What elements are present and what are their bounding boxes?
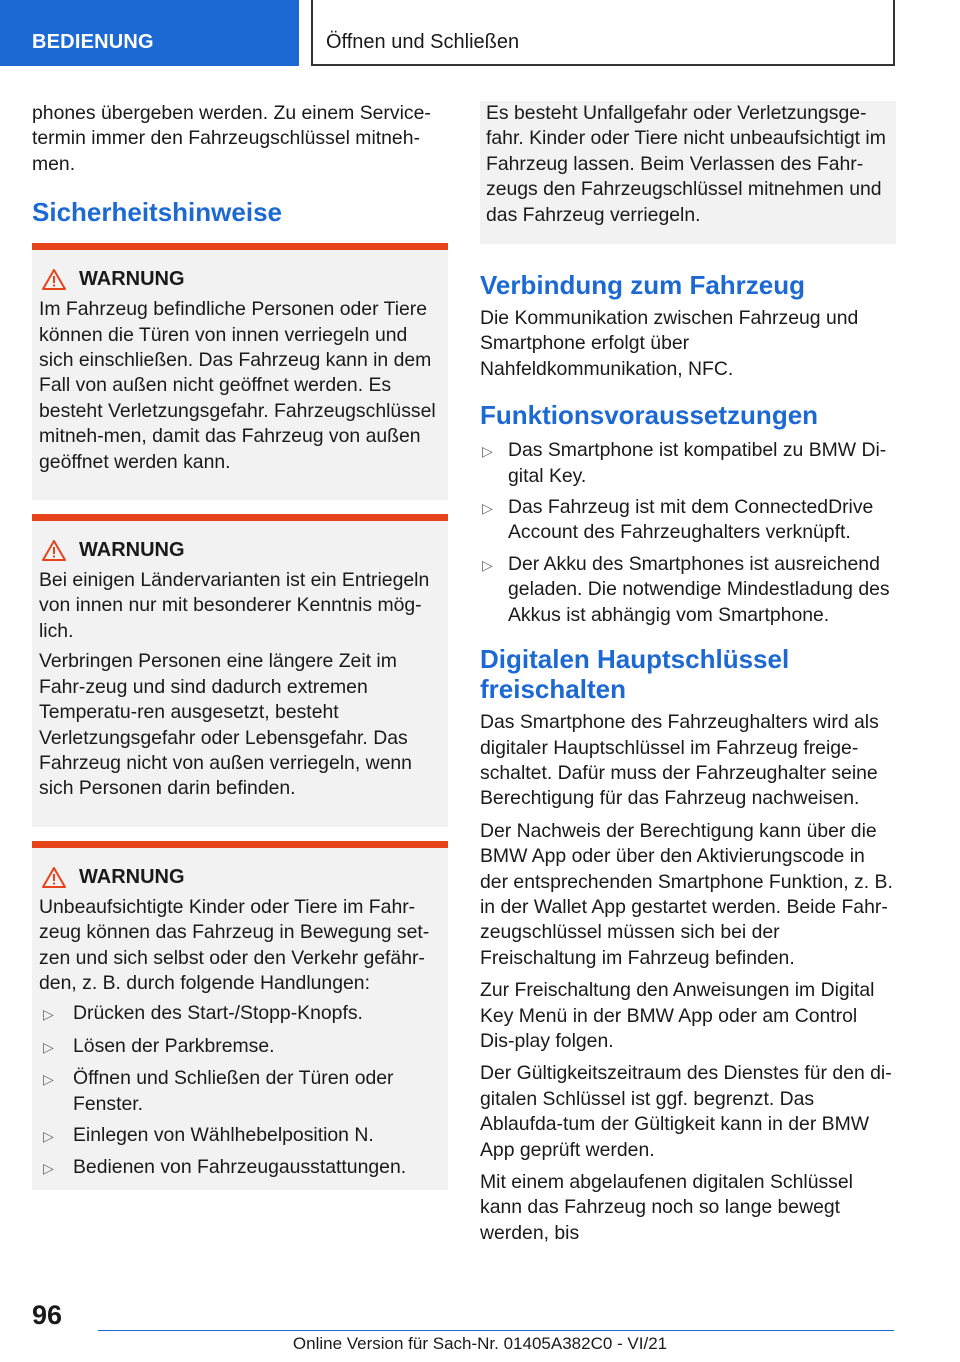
warning-triangle-icon [39,269,79,291]
requirements-list [480,438,896,628]
list-item: ▷ Drücken des Start-/Stopp-Knopfs. [39,1001,441,1027]
page-number: 96 [32,1300,63,1330]
bullet-triangle-icon: ▷ [482,500,493,517]
warning-box-2 [32,514,448,827]
warning-title: WARNUNG [79,865,185,888]
warning-triangle-icon [39,540,79,562]
verbindung-text: Die Kommunikation zwischen Fahrzeug und Smartphone erfolgt über Nahfeldkommunikation, NFC. [480,307,859,380]
heading-hauptschluessel: Digitalen Hauptschlüssel freischalten [480,644,790,705]
list-item: ▷ Das Fahrzeug ist mit dem ConnectedDrive Account des Fahrzeughalters verknüpft. [480,495,896,546]
bullet-triangle-icon: ▷ [43,1006,54,1023]
bullet-triangle-icon: ▷ [482,443,493,460]
footer-version-text: Online Version für Sach-Nr. 01405A382C0 - VI/21 [292,1334,668,1353]
bullet-triangle-icon: ▷ [43,1071,54,1088]
paragraph: Der Gültigkeitszeitraum des Dienstes für den di-gitalen Schlüssel ist ggf. begrenzt. Das Ablaufda-tum der Gültigkeit kann in der BMW App geprüft werden. [480,1062,892,1161]
warning-continuation-box [480,101,896,244]
heading-sicherheitshinweise: Sicherheitshinweise [32,197,282,228]
warning-box-1 [32,243,448,500]
paragraph: Mit einem abgelaufenen digitalen Schlüssel kann das Fahrzeug noch so lange bewegt werden, bis [480,1171,853,1244]
right-column [480,101,896,1253]
heading-verbindung: Verbindung zum Fahrzeug [480,270,806,301]
bullet-triangle-icon: ▷ [43,1127,54,1144]
intro-text: phones übergeben werden. Zu einem Service-termin immer den Fahrzeugschlüssel mitneh-men. [32,102,431,175]
warning-title: WARNUNG [79,268,185,291]
warning-bullet-list [39,1001,441,1181]
bullet-triangle-icon: ▷ [43,1160,54,1177]
heading-funktionsvoraussetzungen: Funktionsvoraussetzungen [480,400,819,431]
warning-text: Unbeaufsichtigte Kinder oder Tiere im Fahr-zeug können das Fahrzeug in Bewegung set-zen und sich selbst oder den Verkehr gefähr-den, z. B. durch folgende Handlungen: [39,895,430,994]
warning-box-3 [32,841,448,1190]
page-section-title: Öffnen und Schließen [326,31,520,53]
list-item: ▷ Öffnen und Schließen der Türen oder Fenster. [39,1066,441,1117]
warning-text: Im Fahrzeug befindliche Personen oder Tiere können die Türen von innen verriegeln und sich einschließen. Das Fahrzeug kann in dem Fall von außen nicht geöffnet werden. Es besteht Verletzungsgefahr. Fahrzeugschlüssel mitneh-men, damit das Fahrzeug von außen geöffnet werden kann. [39,298,436,473]
bullet-triangle-icon: ▷ [43,1038,54,1055]
warning-triangle-icon [39,866,79,888]
left-column [32,101,448,1190]
paragraph: Zur Freischaltung den Anweisungen im Digital Key Menü in der BMW App oder am Control Dis-play folgen. [480,979,875,1052]
list-item: ▷ Bedienen von Fahrzeugausstattungen. [39,1155,441,1181]
warning-text: Verbringen Personen eine längere Zeit im Fahr-zeug und sind dadurch extremen Temperatu-ren ausgesetzt, besteht Verletzungsgefahr oder Lebensgefahr. Das Fahrzeug nicht von außen verriegeln, wenn sich Personen darin befinden. [39,650,412,800]
paragraph: Das Smartphone des Fahrzeughalters wird als digitaler Hauptschlüssel im Fahrzeug freige-schaltet. Dafür muss der Fahrzeughalter seine Berechtigung für das Fahrzeug nachweisen. [480,711,879,810]
paragraph: Der Nachweis der Berechtigung kann über die BMW App oder über den Aktivierungscode in der entsprechenden Smartphone Funktion, z. B. in der Wallet App gestartet werden. Beide Fahr-zeugschlüssel müssen sich bei der Freischaltung im Fahrzeug befinden. [480,819,893,969]
list-item: ▷ Lösen der Parkbremse. [39,1034,441,1060]
warning-text: Bei einigen Ländervarianten ist ein Entriegeln von innen nur mit besonderer Kenntnis mög-lich. [39,569,430,642]
list-item: ▷ Der Akku des Smartphones ist ausreichend geladen. Die notwendige Mindestladung des Akkus ist abhängig vom Smartphone. [480,552,896,628]
footer-divider [98,1330,894,1331]
warning-continuation-text: Es besteht Unfallgefahr oder Verletzungsge-fahr. Kinder oder Tiere nicht unbeaufsichtigt im Fahrzeug lassen. Beim Verlassen des Fahr-zeugs den Fahrzeugschlüssel mitnehmen und das Fahrzeug verriegeln. [486,102,886,226]
chapter-tab: BEDIENUNG [0,0,299,66]
warning-title: WARNUNG [79,539,185,562]
page-header [0,0,960,66]
bullet-triangle-icon: ▷ [482,556,493,573]
list-item: ▷ Das Smartphone ist kompatibel zu BMW Di-gital Key. [480,438,896,489]
list-item: ▷ Einlegen von Wählhebelposition N. [39,1123,441,1149]
